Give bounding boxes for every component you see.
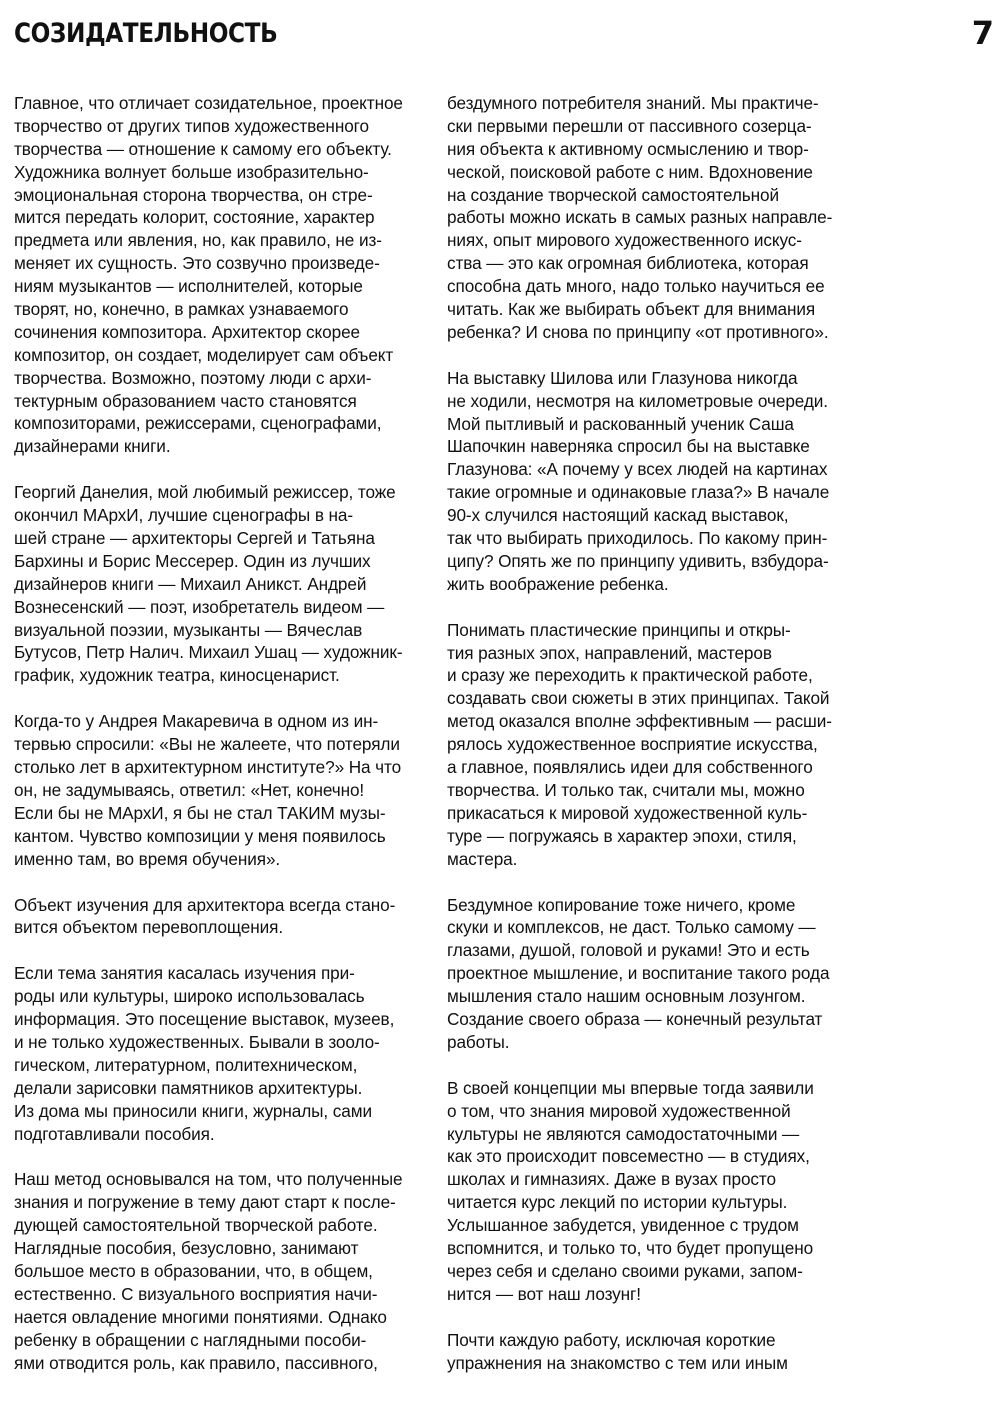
text-line: Художника волнует больше изобразительно- (14, 161, 369, 182)
text-line: мастера. (447, 848, 518, 869)
text-line: создавать свои сюжеты в этих принципах. Такой (447, 688, 830, 709)
text-line: В своей концепции мы впервые тогда заявили (447, 1077, 814, 1098)
text-line: Главное, что отличает созидательное, проектное (14, 93, 403, 113)
text-line: тервью спросили: «Вы не жалеете, что потеряли (14, 734, 400, 755)
text-line: ципу? Опять же по принципу удивить, взбудора- (447, 550, 829, 571)
text-line: мышления стало нашим основным лозунгом. (447, 986, 806, 1007)
text-line: ния объекта к активному осмыслению и твор- (447, 138, 809, 159)
text-line: предмета или явления, но, как правило, не из- (14, 230, 382, 251)
text-line: метод оказался вполне эффективным — расши- (447, 711, 832, 732)
text-line: гическом, литературном, политехническом, (14, 1054, 358, 1075)
text-line: проектное мышление, и воспитание такого рода (447, 963, 830, 984)
text-line: эмоциональная сторона творчества, он стре- (14, 184, 373, 205)
text-line: способна дать много, надо только научиться ее (447, 276, 825, 297)
text-line: дующей самостоятельной творческой работе. (14, 1215, 378, 1236)
text-line: и не только художественных. Бывали в зооло- (14, 1031, 380, 1052)
text-line: так что выбирать приходилось. По какому прин- (447, 528, 828, 549)
paragraph (14, 962, 434, 1145)
text-line: Если тема занятия касалась изучения при- (14, 963, 355, 984)
text-line: Георгий Данелия, мой любимый режиссер, тоже (14, 482, 396, 503)
text-line: Наглядные пособия, безусловно, занимают (14, 1238, 359, 1259)
text-column-right (447, 92, 877, 1397)
text-line: нится — вот наш лозунг! (447, 1283, 641, 1304)
paragraph (14, 710, 434, 870)
text-line: ческой, поисковой работе с ним. Вдохновение (447, 161, 813, 182)
text-column-left (14, 92, 434, 1397)
text-line: работы можно искать в самых разных направле- (447, 207, 833, 228)
text-line: дизайнеров книги — Михаил Аникст. Андрей (14, 573, 367, 594)
page-header (14, 12, 1000, 56)
paragraph (447, 619, 877, 871)
text-line: Бездумное копирование тоже ничего, кроме (447, 894, 796, 915)
text-line: творчества. Возможно, поэтому люди с архи- (14, 367, 372, 388)
text-line: вспомнится, и только то, что будет пропущено (447, 1237, 814, 1258)
text-line: школах и гимназиях. Даже в вузах просто (447, 1169, 776, 1190)
text-line: ями отводится роль, как правило, пассивного, (14, 1352, 378, 1373)
text-line: Шапочкин наверняка спросил бы на выставке (447, 436, 810, 457)
text-line: делали зарисовки памятников архитектуры. (14, 1077, 363, 1098)
text-line: ски первыми перешли от пассивного созерца- (447, 115, 812, 136)
text-line: ства — это как огромная библиотека, которая (447, 253, 809, 274)
text-line: жить воображение ребенка. (447, 573, 669, 594)
text-line: Если бы не МАрхИ, я бы не стал ТАКИМ музы- (14, 802, 386, 823)
text-line: Бутусов, Петр Налич. Михаил Ушац — художник- (14, 642, 403, 663)
text-line: творчество от других типов художественного (14, 115, 369, 136)
text-line: нается овладение многими понятиями. Однако (14, 1306, 387, 1327)
text-line: читается курс лекций по истории культуры. (447, 1192, 788, 1213)
text-line: ниях, опыт мирового художественного искус- (447, 230, 802, 251)
text-line: роды или культуры, широко использовалась (14, 986, 365, 1007)
text-line: сочинения композитора. Архитектор скорее (14, 321, 360, 342)
text-line: визуальной поэзии, музыканты — Вячеслав (14, 619, 363, 640)
text-line: он, не задумываясь, ответил: «Нет, конечно! (14, 779, 365, 800)
text-line: Вознесенский — поэт, изобретатель видеом — (14, 596, 385, 617)
text-line: график, художник театра, киносценарист. (14, 665, 340, 686)
text-line: Наш метод основывался на том, что полученные (14, 1169, 403, 1190)
text-line: На выставку Шилова или Глазунова никогда (447, 367, 798, 388)
text-line: подготавливали пособия. (14, 1123, 215, 1144)
text-line: информация. Это посещение выставок, музеев, (14, 1009, 395, 1030)
text-line: Когда-то у Андрея Макаревича в одном из ин- (14, 711, 379, 732)
text-line: меняет их сущность. Это созвучно произведе- (14, 253, 380, 274)
text-line: о том, что знания мировой художественной (447, 1100, 791, 1121)
text-line: столько лет в архитектурном институте?» На что (14, 757, 402, 778)
text-line: кантом. Чувство композиции у меня появилось (14, 825, 386, 846)
text-line: тектурным образованием часто становятся (14, 390, 357, 411)
text-line: тия разных эпох, направлений, мастеров (447, 642, 772, 663)
text-line: и сразу же переходить к практической работе, (447, 665, 813, 686)
text-line: глазами, душой, головой и руками! Это и есть (447, 940, 810, 961)
text-line: Объект изучения для архитектора всегда стано- (14, 894, 396, 915)
text-line: творчества — отношение к самому его объекту. (14, 138, 392, 159)
text-line: через себя и сделано своими руками, запом- (447, 1260, 803, 1281)
text-line: шей стране — архитекторы Сергей и Татьяна (14, 528, 375, 549)
text-line: не ходили, несмотря на километровые очереди. (447, 390, 828, 411)
text-line: читать. Как же выбирать объект для внимания (447, 299, 816, 320)
text-line: бездумного потребителя знаний. Мы практиче- (447, 93, 819, 113)
text-line: именно там, во время обучения». (14, 848, 281, 869)
paragraph (447, 367, 877, 596)
text-line: упражнения на знакомство с тем или иным (447, 1352, 788, 1373)
text-line: ниям музыкантов — исполнителей, которые (14, 276, 363, 297)
text-line: а главное, появлялись идеи для собственного (447, 757, 813, 778)
text-line: рялось художественное восприятие искусства, (447, 734, 818, 755)
paragraph (14, 894, 434, 940)
page-number: 7 (971, 14, 994, 52)
text-line: ребенка? И снова по принципу «от противного». (447, 321, 829, 342)
text-line: на создание творческой самостоятельной (447, 184, 779, 205)
text-line: Глазунова: «А почему у всех людей на картинах (447, 459, 828, 480)
text-line: культуры не являются самодостаточными — (447, 1123, 800, 1144)
text-line: скуки и комплексов, не даст. Только самому — (447, 917, 816, 938)
text-line: работы. (447, 1031, 510, 1052)
section-title: СОЗИДАТЕЛЬНОСТЬ (14, 18, 278, 49)
text-line: творчества. И только так, считали мы, можно (447, 779, 805, 800)
text-line: окончил МАрхИ, лучшие сценографы в на- (14, 505, 354, 526)
paragraph (447, 1329, 877, 1375)
text-line: вится объектом перевоплощения. (14, 917, 284, 938)
text-line: мится передать колорит, состояние, характер (14, 207, 375, 228)
text-line: Бархины и Борис Мессерер. Один из лучших (14, 550, 371, 571)
paragraph (447, 92, 877, 344)
text-line: Из дома мы приносили книги, журналы, сами (14, 1100, 372, 1121)
text-line: Услышанное забудется, увиденное с трудом (447, 1215, 799, 1236)
paragraph (14, 481, 434, 687)
text-line: большое место в образовании, что, в общем, (14, 1260, 373, 1281)
text-line: туре — погружаясь в характер эпохи, стиля, (447, 825, 797, 846)
text-line: ребенку в обращении с наглядными пособи- (14, 1329, 367, 1350)
text-line: творят, но, конечно, в рамках узнаваемого (14, 299, 349, 320)
text-line: 90-х случился настоящий каскад выставок, (447, 505, 789, 526)
text-line: Почти каждую работу, исключая короткие (447, 1329, 776, 1350)
text-line: Создание своего образа — конечный результат (447, 1008, 823, 1029)
text-line: прикасаться к мировой художественной куль- (447, 802, 808, 823)
text-line: композитор, он создает, моделирует сам объект (14, 344, 394, 365)
paragraph (14, 92, 434, 458)
text-line: композиторами, режиссерами, сценографами, (14, 413, 382, 434)
text-line: как это происходит повсеместно — в студиях, (447, 1146, 810, 1167)
paragraph (447, 1077, 877, 1306)
text-line: дизайнерами книги. (14, 436, 171, 457)
text-line: такие огромные и одинаковые глаза?» В начале (447, 482, 830, 503)
text-line: естественно. С визуального восприятия начи- (14, 1283, 378, 1304)
text-line: знания и погружение в тему дают старт к после- (14, 1192, 396, 1213)
text-line: Мой пытливый и раскованный ученик Саша (447, 413, 794, 434)
paragraph (14, 1168, 434, 1374)
paragraph (447, 894, 877, 1054)
text-line: Понимать пластические принципы и откры- (447, 619, 791, 640)
